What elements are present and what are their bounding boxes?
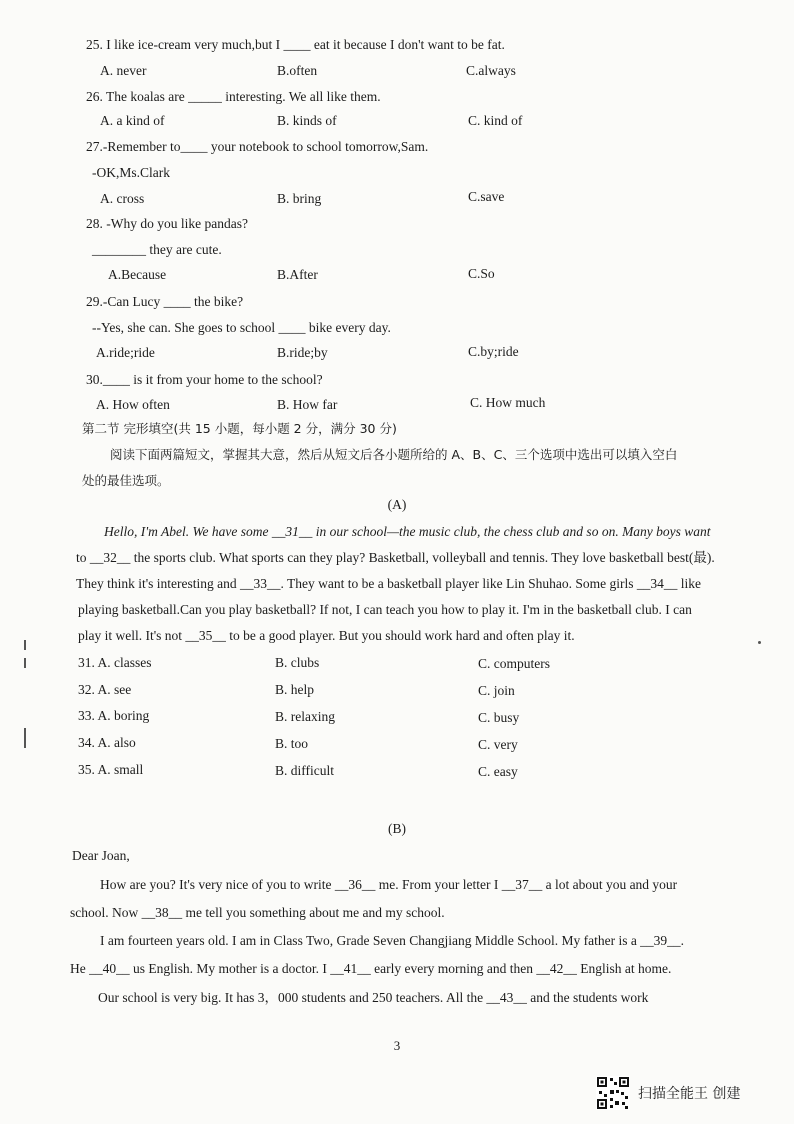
margin-mark	[24, 640, 26, 650]
passage-b-line-1: How are you? It's very nice of you to write __36__ me. From your letter I __37__ a lot about you and your	[100, 877, 678, 892]
question-25-option-c: C.always	[466, 63, 516, 78]
question-28-option-c: C.So	[468, 266, 495, 281]
question-25-option-b: B.often	[277, 63, 318, 78]
option-33-c: C. busy	[478, 710, 520, 725]
passage-b-heading: (B)	[388, 821, 406, 836]
option-31-b: B. clubs	[275, 655, 320, 670]
question-29-stem-2: --Yes, she can. She goes to school ____ bike every day.	[92, 320, 391, 335]
option-33-b: B. relaxing	[275, 709, 335, 724]
option-35-b: B. difficult	[275, 763, 334, 778]
section-2-title: 第二节 完形填空(共 15 小题，每小题 2 分，满分 30 分)	[82, 421, 397, 436]
question-27-stem: 27.-Remember to____ your notebook to school tomorrow,Sam.	[86, 139, 429, 154]
page-number: 3	[393, 1038, 401, 1053]
question-29-stem: 29.-Can Lucy ____ the bike?	[86, 294, 244, 309]
passage-b-line-4: He __40__ us English. My mother is a doctor. I __41__ early every morning and then __42__ English at home.	[70, 961, 672, 976]
passage-a-line-4: playing basketball.Can you play basketball? If not, I can teach you how to play it. I'm in the basketball club. I can	[78, 602, 692, 617]
question-30-option-a: A. How often	[96, 397, 170, 412]
question-28-stem: 28. -Why do you like pandas?	[86, 216, 248, 231]
section-2-instruction-line-2: 处的最佳选项。	[82, 473, 170, 488]
question-29-option-b: B.ride;by	[277, 345, 328, 360]
scanner-watermark	[596, 1076, 740, 1110]
option-34-b: B. too	[275, 736, 309, 751]
option-32-a: 32. A. see	[78, 682, 132, 697]
option-32-c: C. join	[478, 683, 515, 698]
question-25-stem: 25. I like ice-cream very much,but I ____ eat it because I don't want to be fat.	[86, 37, 505, 52]
option-35-c: C. easy	[478, 764, 518, 779]
margin-mark	[24, 658, 26, 668]
option-31-a: 31. A. classes	[78, 655, 152, 670]
question-28-option-b: B.After	[277, 267, 318, 282]
question-27-stem-2: -OK,Ms.Clark	[92, 165, 170, 180]
passage-b-line-5: Our school is very big. It has 3，000 students and 250 teachers. All the __43__ and the students work	[98, 990, 649, 1005]
margin-mark	[24, 728, 26, 748]
option-34-c: C. very	[478, 737, 518, 752]
passage-a-line-1	[104, 523, 711, 541]
question-30-option-c: C. How much	[470, 395, 546, 410]
question-26-option-a: A. a kind of	[100, 113, 165, 128]
passage-b-line-3: I am fourteen years old. I am in Class Two, Grade Seven Changjiang Middle School. My father is a __39__.	[100, 933, 685, 948]
passage-a-line-3: They think it's interesting and __33__. They want to be a basketball player like Lin Shuhao. Some girls __34__ like	[76, 576, 701, 591]
passage-a-heading: (A)	[387, 497, 407, 512]
question-29-option-c: C.by;ride	[468, 344, 519, 359]
question-28-option-a: A.Because	[108, 267, 167, 282]
section-2-instruction-line-1: 阅读下面两篇短文，掌握其大意，然后从短文后各小题所给的 A、B、C、三个选项中选出可以填入空白	[110, 447, 678, 462]
question-26-stem: 26. The koalas are _____ interesting. We all like them.	[86, 89, 381, 104]
question-27-option-a: A. cross	[100, 191, 145, 206]
passage-b-line-2: school. Now __38__ me tell you something about me and my school.	[70, 905, 445, 920]
option-35-a: 35. A. small	[78, 762, 144, 777]
option-34-a: 34. A. also	[78, 735, 136, 750]
question-25-option-a: A. never	[100, 63, 147, 78]
passage-a-line-1-text: Hello, I'm Abel. We have some __31__ in our school—the music club, the chess club and so on. Many boys want	[104, 524, 711, 539]
passage-b-salutation: Dear Joan,	[72, 848, 130, 863]
question-26-option-c: C. kind of	[468, 113, 523, 128]
question-28-stem-2: ________ they are cute.	[92, 242, 222, 257]
scanner-watermark-text: 扫描全能王 创建	[638, 1086, 741, 1102]
question-27-option-c: C.save	[468, 189, 505, 204]
option-31-c: C. computers	[478, 656, 550, 671]
question-27-option-b: B. bring	[277, 191, 322, 206]
margin-dot	[758, 641, 761, 644]
question-30-option-b: B. How far	[277, 397, 338, 412]
passage-a-line-2: to __32__ the sports club. What sports can they play? Basketball, volleyball and tennis. They love basketball best(最).	[76, 550, 715, 565]
question-30-stem: 30.____ is it from your home to the school?	[86, 372, 323, 387]
qr-code-icon	[596, 1076, 630, 1110]
option-32-b: B. help	[275, 682, 314, 697]
passage-a-line-5: play it well. It's not __35__ to be a good player. But you should work hard and often play it.	[78, 628, 575, 643]
question-26-option-b: B. kinds of	[277, 113, 337, 128]
question-29-option-a: A.ride;ride	[96, 345, 155, 360]
option-33-a: 33. A. boring	[78, 708, 150, 723]
